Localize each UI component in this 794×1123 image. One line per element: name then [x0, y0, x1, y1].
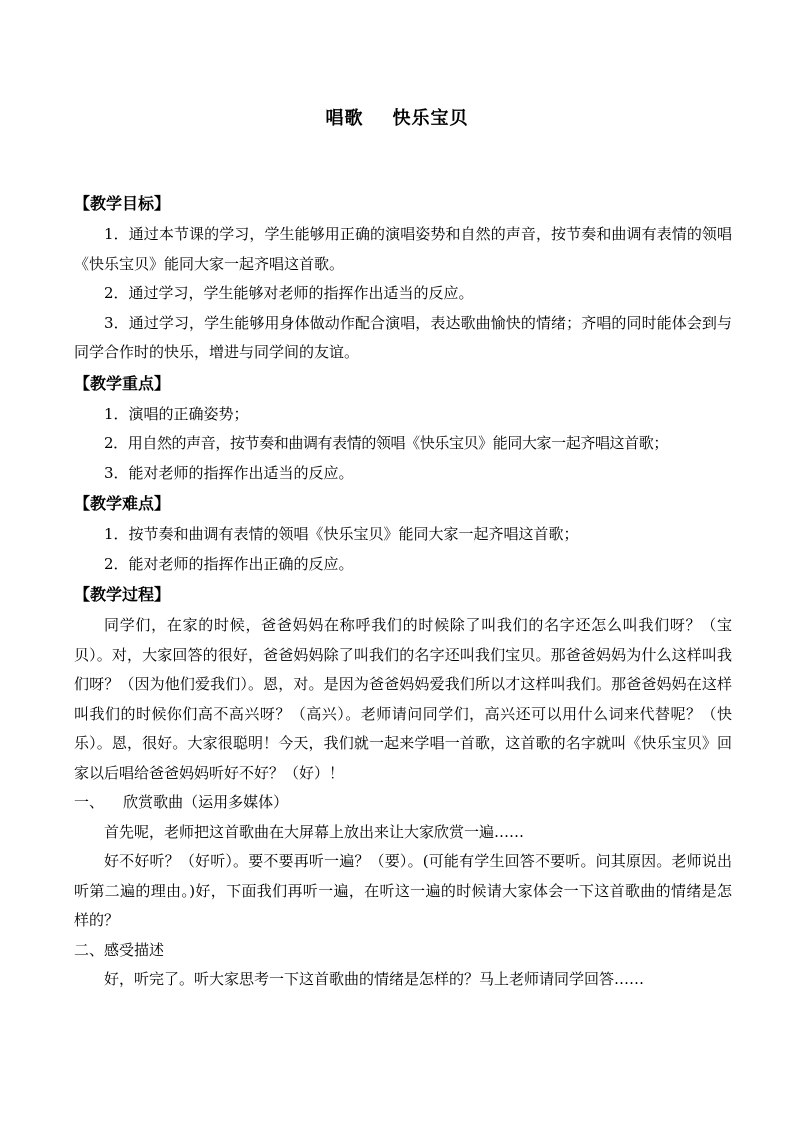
step2-title: 二、感受描述 — [74, 940, 165, 959]
difficulties-heading: 【教学难点】 — [74, 494, 171, 513]
process-intro: 同学们，在家的时候，爸爸妈妈在称呼我们的时候除了叫我们的名字还怎么叫我们呀？（宝贝）。对，大家回答的很好，爸爸妈妈除了叫我们的名字还叫我们宝贝。那爸爸妈妈为什么这样叫我们呀？（因为他们爱我们）。恩，对。是因为爸爸妈妈爱我们所以才这样叫我们。那爸爸妈妈在这样叫我们的时候你们高不高兴呀？（高兴）。老师请问同学们，高兴还可以用什么词来代替呢？（快乐）。恩，很好。大家很聪明！今天，我们就一起来学唱一首歌，这首歌的名字就叫《快乐宝贝》回家以后唱给爸爸妈妈听好不好？（好）！ — [74, 616, 732, 782]
difficulty-item: 1．按节奏和曲调有表情的领唱《快乐宝贝》能同大家一起齐唱这首歌； — [104, 525, 579, 543]
step1-paragraph: 好不好听？（好听）。要不要再听一遍？（要）。(可能有学生回答不要听。问其原因。老师说出听第二遍的理由。)好，下面我们再听一遍，在听这一遍的时候请大家体会一下这首歌曲的情绪是怎样的？ — [74, 852, 732, 929]
key-point-item: 3．能对老师的指挥作出适当的反应。 — [104, 463, 354, 482]
document-body — [74, 188, 732, 995]
key-point-item: 2．用自然的声音，按节奏和曲调有表情的领唱《快乐宝贝》能同大家一起齐唱这首歌； — [104, 434, 668, 452]
document-title: 唱歌 快乐宝贝 — [325, 108, 469, 129]
goal-item: 1．通过本节课的学习，学生能够用正确的演唱姿势和自然的声音，按节奏和曲调有表情的领唱《快乐宝贝》能同大家一起齐唱这首歌。 — [74, 225, 732, 273]
process-heading: 【教学过程】 — [74, 585, 171, 604]
step2-paragraph: 好，听完了。听大家思考一下这首歌曲的情绪是怎样的？马上老师请同学回答…… — [104, 970, 645, 988]
step1-title: 一、 欣赏歌曲（运用多媒体） — [74, 793, 289, 811]
difficulty-item: 2．能对老师的指挥作出正确的反应。 — [104, 554, 354, 573]
goal-item: 2．通过学习，学生能够对老师的指挥作出适当的反应。 — [104, 284, 474, 302]
key-points-heading: 【教学重点】 — [74, 373, 171, 393]
goals-heading: 【教学目标】 — [74, 194, 171, 213]
key-point-item: 1．演唱的正确姿势； — [104, 404, 249, 423]
goal-item: 3．通过学习，学生能够用身体做动作配合演唱，表达歌曲愉快的情绪；齐唱的同时能体会到与同学合作时的快乐，增进与同学间的友谊。 — [74, 313, 732, 361]
step1-paragraph: 首先呢，老师把这首歌曲在大屏幕上放出来让大家欣赏一遍…… — [104, 822, 525, 841]
